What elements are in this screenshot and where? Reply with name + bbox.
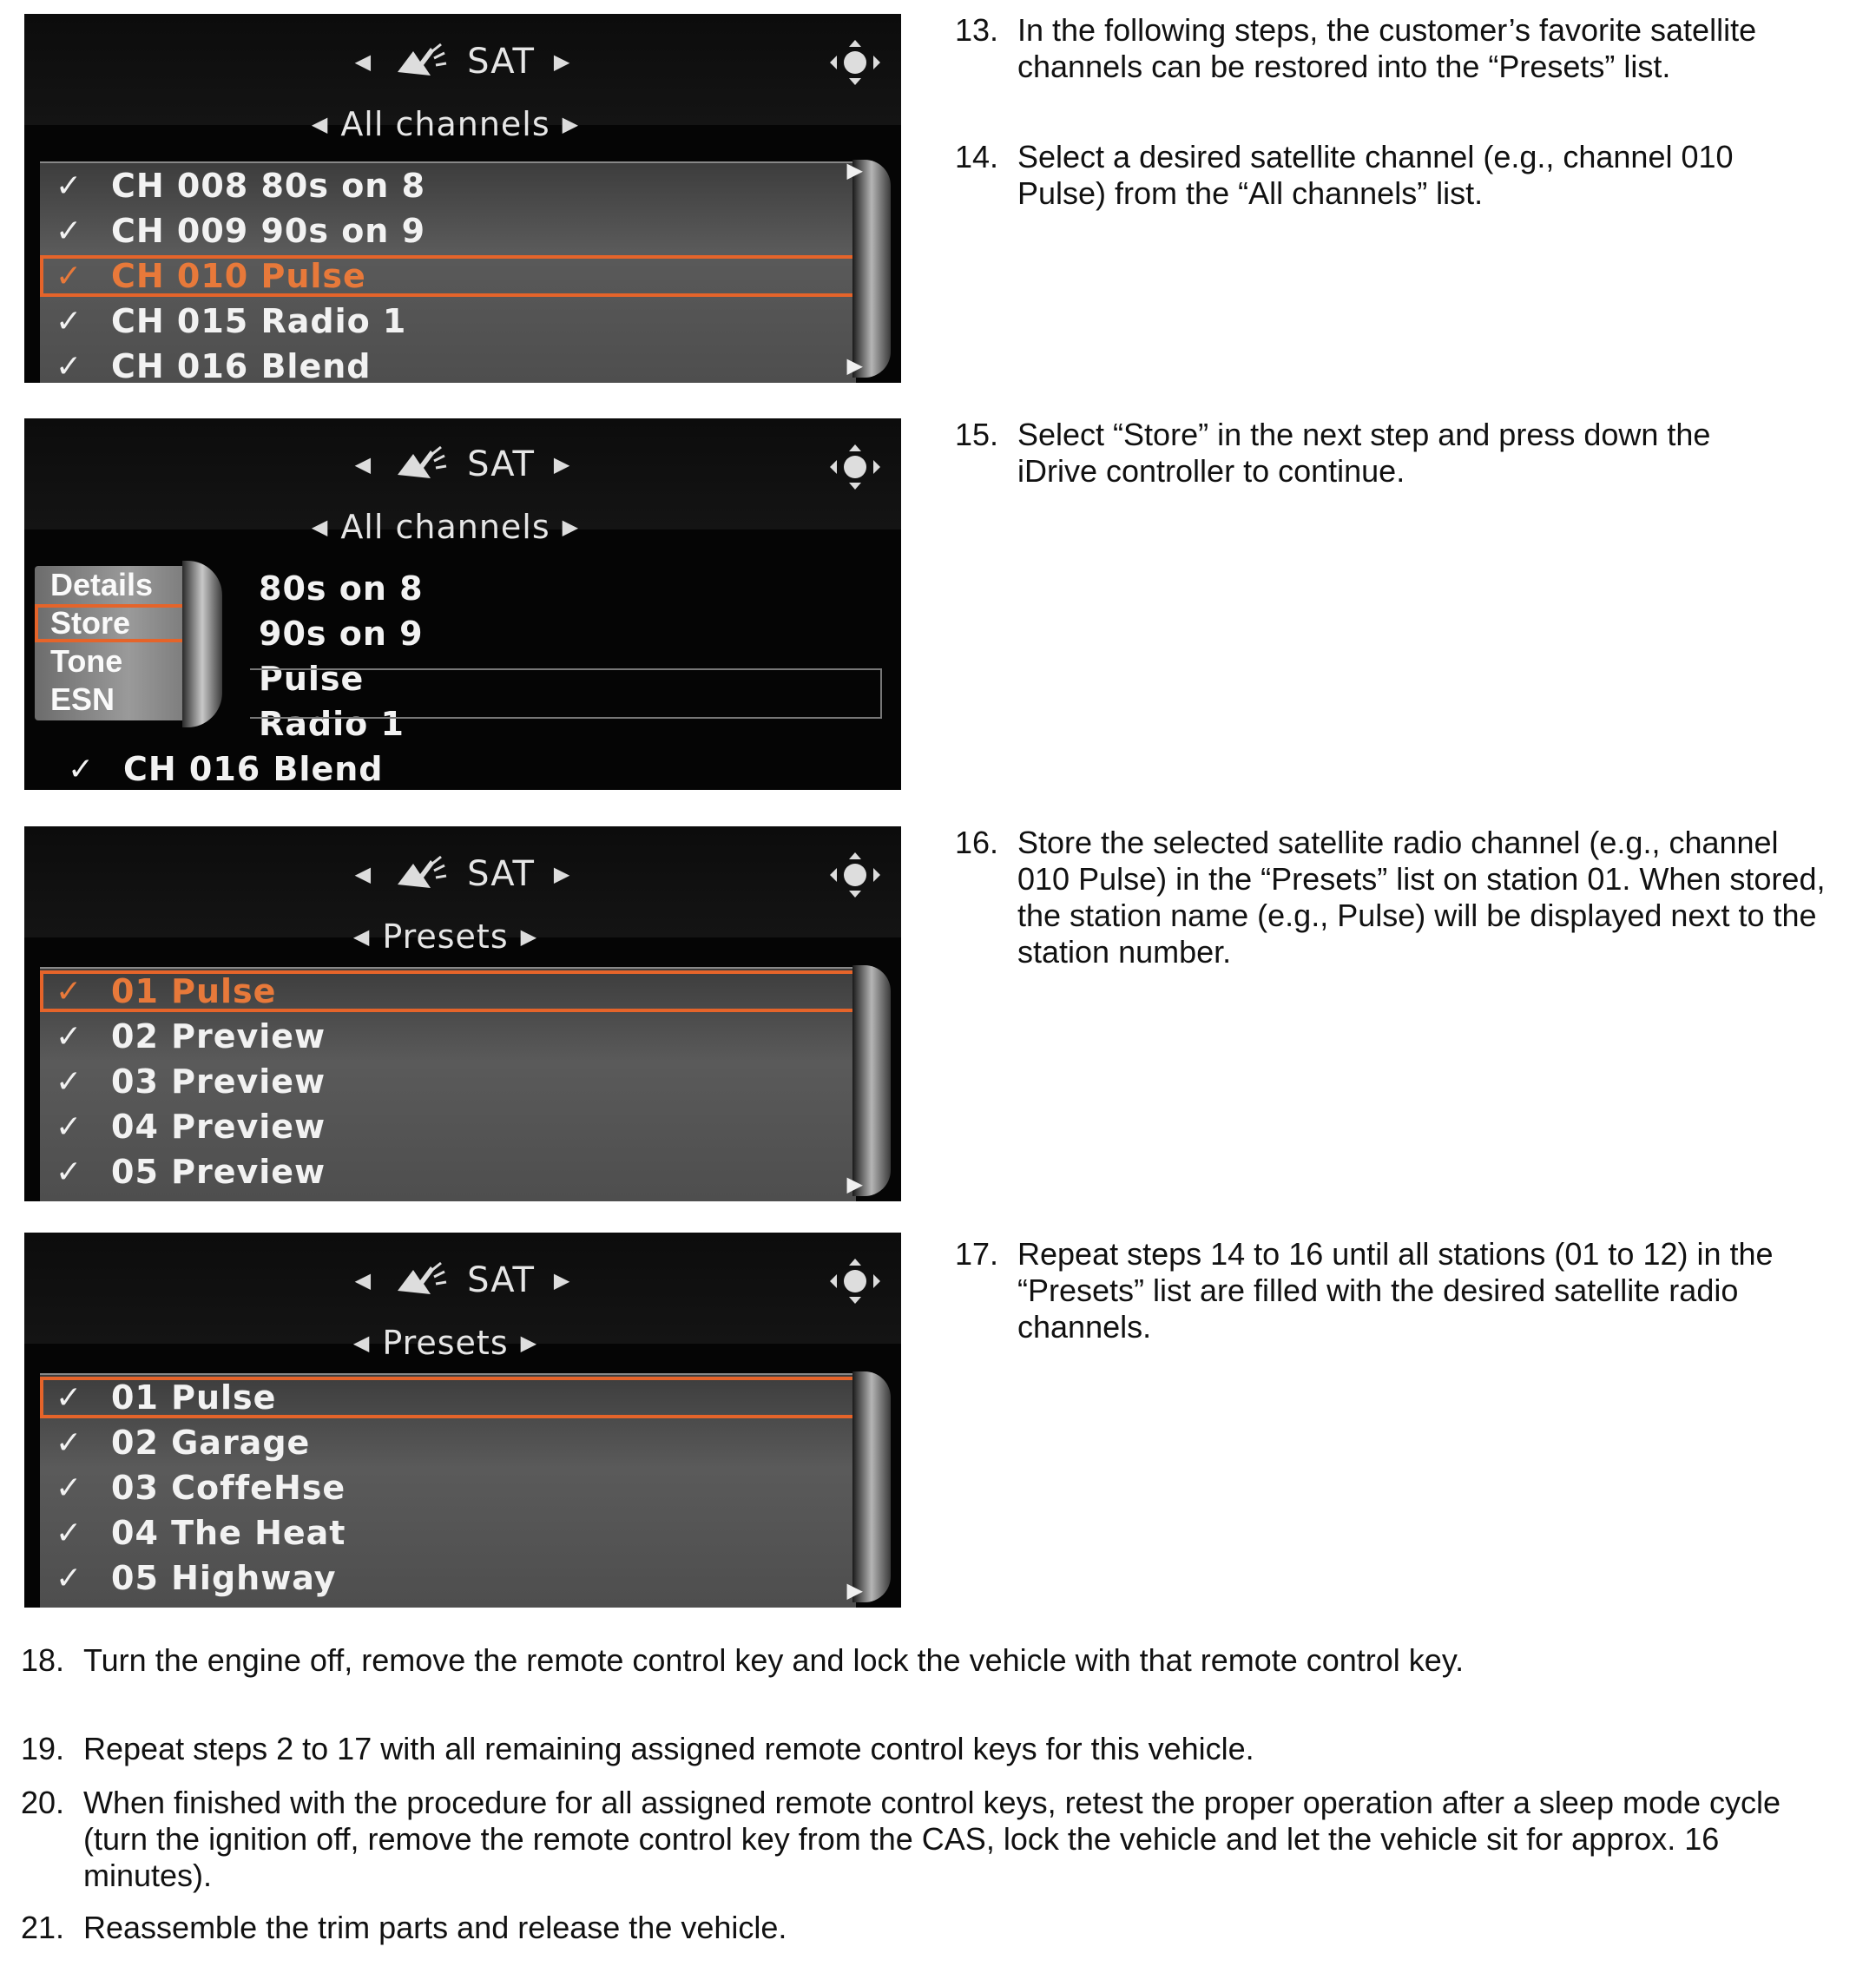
presets-list <box>40 1373 856 1608</box>
menu-item-store[interactable]: Store <box>35 604 191 642</box>
check-icon: ✓ <box>56 168 83 204</box>
scroll-arrow-icon: ▶ <box>846 158 863 182</box>
list-item[interactable]: ✓ CH 008 80s on 8 <box>56 167 426 205</box>
list-title: All channels <box>340 105 550 143</box>
step-15: 15. Select “Store” in the next step and press down the iDrive controller to continue. <box>955 417 1711 489</box>
list-item[interactable]: ✓ CH 016 Blend <box>56 347 372 383</box>
check-icon: ✓ <box>56 213 83 249</box>
controller-icon <box>825 36 885 89</box>
step-13: 13. In the following steps, the customer’s favorite satellite channels can be restored into the “Presets” list. <box>955 12 1757 84</box>
step-20: 20. When finished with the procedure for all assigned remote control keys, retest the proper operation after a sleep mode cycle (turn the ignition off, remove the remote control key from the CAS, lock the vehicle and let the vehicle sit for approx. 16 minutes). <box>21 1785 1781 1893</box>
list-item-selected[interactable]: ✓ 01 Pulse <box>40 1375 856 1420</box>
check-icon: ✓ <box>56 1018 83 1055</box>
presets-list <box>40 967 856 1201</box>
arrow-right-icon: ▶ <box>562 112 580 136</box>
arrow-right-icon[interactable]: ▶ <box>553 862 571 886</box>
arrow-left-icon: ◀ <box>311 112 329 136</box>
menu-item-tone[interactable]: Tone <box>50 643 123 679</box>
popup-scrollbar <box>182 561 222 727</box>
scroll-arrow-icon: ▶ <box>846 1172 863 1196</box>
mode-title: SAT <box>467 854 535 894</box>
controller-icon <box>825 441 885 493</box>
scroll-arrow-icon: ▶ <box>846 1578 863 1602</box>
list-selector[interactable] <box>24 505 901 549</box>
controller-icon <box>825 849 885 901</box>
check-icon: ✓ <box>56 1515 83 1551</box>
list-item[interactable]: Pulse <box>259 660 365 698</box>
step-16: 16. Store the selected satellite radio channel (e.g., channel 010 Pulse) in the “Presets” list on station 01. When stored, the station name (e.g., Pulse) will be displayed next to the station number. <box>955 825 1826 970</box>
menu-item-esn[interactable]: ESN <box>50 681 115 717</box>
list-title: Presets <box>382 1324 509 1362</box>
check-icon: ✓ <box>56 1560 83 1596</box>
arrow-left-icon[interactable]: ◀ <box>354 1268 372 1292</box>
check-icon: ✓ <box>56 258 83 294</box>
arrow-right-icon: ▶ <box>520 924 538 949</box>
arrow-right-icon[interactable]: ▶ <box>553 49 571 74</box>
controller-icon <box>825 1255 885 1307</box>
check-icon: ✓ <box>56 1063 83 1100</box>
arrow-left-icon[interactable]: ◀ <box>354 452 372 477</box>
check-icon: ✓ <box>56 1108 83 1145</box>
channel-list <box>40 161 856 383</box>
arrow-right-icon: ▶ <box>520 1331 538 1355</box>
arrow-left-icon[interactable]: ◀ <box>354 862 372 886</box>
mode-title: SAT <box>467 444 535 484</box>
arrow-left-icon: ◀ <box>352 1331 371 1355</box>
list-item[interactable]: ✓ 02 Garage <box>56 1424 311 1462</box>
list-title: All channels <box>340 508 550 546</box>
selected-row-outline <box>250 668 882 719</box>
list-item[interactable]: ✓ 03 Preview <box>56 1062 326 1101</box>
screenshot-all-channels <box>24 14 901 383</box>
step-18: 18. Turn the engine off, remove the remote control key and lock the vehicle with that remote control key. <box>21 1642 1465 1678</box>
list-item[interactable]: Radio 1 <box>259 705 405 743</box>
list-selector[interactable] <box>24 102 901 146</box>
list-item[interactable]: ✓ CH 016 Blend <box>68 750 384 788</box>
header <box>24 40 901 83</box>
options-popup-menu <box>35 566 191 720</box>
check-icon: ✓ <box>56 1424 83 1461</box>
mode-title: SAT <box>467 1260 535 1300</box>
check-icon: ✓ <box>68 751 95 787</box>
arrow-right-icon[interactable]: ▶ <box>553 1268 571 1292</box>
check-icon: ✓ <box>56 348 83 383</box>
mode-title: SAT <box>467 42 535 82</box>
step-17: 17. Repeat steps 14 to 16 until all stations (01 to 12) in the “Presets” list are filled with the desired satellite radio channels. <box>955 1236 1774 1345</box>
arrow-left-icon[interactable]: ◀ <box>354 49 372 74</box>
arrow-right-icon[interactable]: ▶ <box>553 452 571 477</box>
list-item[interactable]: ✓ 03 CoffeHse <box>56 1469 346 1507</box>
list-item[interactable]: ✓ CH 015 Radio 1 <box>56 302 407 340</box>
list-item-selected[interactable]: ✓ CH 010 Pulse <box>40 253 856 299</box>
satellite-icon <box>391 445 448 483</box>
check-icon: ✓ <box>56 973 83 1010</box>
scrollbar[interactable] <box>852 965 891 1196</box>
list-item[interactable]: 80s on 8 <box>259 569 424 608</box>
scroll-arrow-icon: ▶ <box>846 353 863 378</box>
arrow-left-icon: ◀ <box>352 924 371 949</box>
list-item[interactable]: 90s on 9 <box>259 615 424 653</box>
satellite-icon <box>391 1261 448 1299</box>
check-icon: ✓ <box>56 1154 83 1190</box>
step-19: 19. Repeat steps 2 to 17 with all remaining assigned remote control keys for this vehicle. <box>21 1731 1254 1766</box>
scrollbar[interactable] <box>852 160 891 378</box>
arrow-right-icon: ▶ <box>562 515 580 539</box>
list-item-selected[interactable]: ✓ 01 Pulse <box>40 969 856 1014</box>
header <box>24 443 901 486</box>
satellite-icon <box>391 855 448 893</box>
check-icon: ✓ <box>56 303 83 339</box>
list-item[interactable]: ✓ 04 Preview <box>56 1108 326 1146</box>
menu-item-details[interactable]: Details <box>50 567 154 602</box>
list-item[interactable]: ✓ 05 Preview <box>56 1153 326 1191</box>
header <box>24 1259 901 1302</box>
arrow-left-icon: ◀ <box>311 515 329 539</box>
list-item[interactable]: ✓ 02 Preview <box>56 1017 326 1056</box>
step-14: 14. Select a desired satellite channel (e.g., channel 010 Pulse) from the “All channels” list. <box>955 139 1734 211</box>
scrollbar[interactable] <box>852 1371 891 1602</box>
list-item[interactable]: ✓ 05 Highway <box>56 1559 337 1597</box>
list-title: Presets <box>382 917 509 956</box>
list-selector[interactable] <box>24 1321 901 1365</box>
screenshot-presets-filled <box>24 1233 901 1608</box>
header <box>24 852 901 896</box>
step-21: 21. Reassemble the trim parts and release the vehicle. <box>21 1910 787 1945</box>
screenshot-presets-stored <box>24 826 901 1201</box>
list-item[interactable]: ✓ CH 009 90s on 9 <box>56 212 426 250</box>
list-selector[interactable] <box>24 915 901 958</box>
list-item[interactable]: ✓ 04 The Heat <box>56 1514 346 1552</box>
check-icon: ✓ <box>56 1379 83 1416</box>
check-icon: ✓ <box>56 1470 83 1506</box>
satellite-icon <box>391 43 448 81</box>
